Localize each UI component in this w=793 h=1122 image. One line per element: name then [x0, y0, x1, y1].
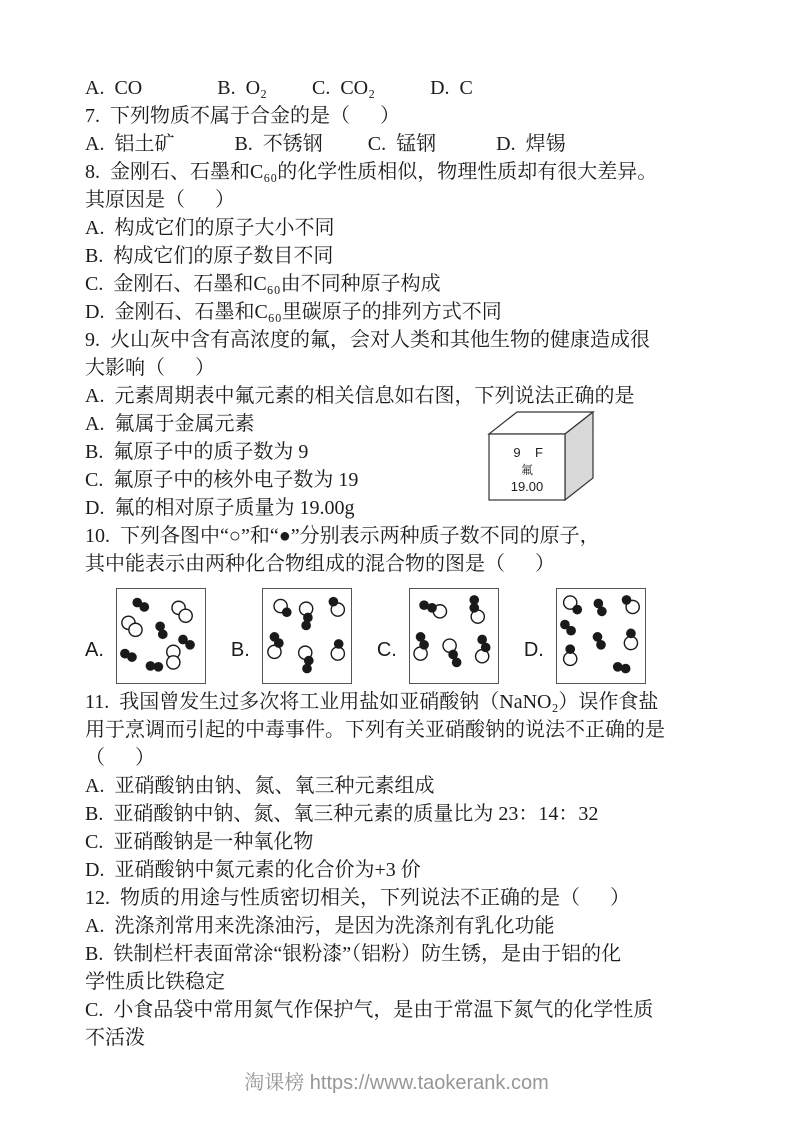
black-atom	[282, 607, 292, 617]
text-line-top-13: A. 氟属于金属元素	[85, 413, 255, 435]
option-label-a: A.	[85, 639, 104, 661]
text-line-top-5: 其原因是（ ）	[85, 189, 235, 211]
option-label-d: D.	[523, 639, 544, 661]
element-cube	[487, 410, 599, 502]
text-line-top-1: A. CO B. O₂ C. CO₂ D. C	[85, 77, 473, 99]
option-label-b: B.	[230, 639, 250, 661]
black-atom	[597, 607, 607, 617]
text-line-top-11: 大影响（ ）	[85, 357, 215, 379]
text-line-bottom-10: B. 铁制栏杆表面常涂“银粉漆”（铝粉）防生锈，是由于铝的化	[85, 943, 622, 965]
black-atom	[452, 658, 462, 668]
text-line-top-10: 9. 火山灰中含有高浓度的氟，会对人类和其他生物的健康造成很	[85, 329, 650, 351]
white-atom	[331, 647, 344, 660]
text-line-bottom-2: 用于烹调而引起的中毒事件。下列有关亚硝酸钠的说法不正确的是	[85, 719, 665, 741]
text-line-bottom-3: （ ）	[85, 747, 155, 769]
black-atom	[127, 652, 137, 662]
diagram-option-c	[377, 588, 524, 684]
black-atom	[302, 664, 312, 674]
text-line-top-15: C. 氟原子中的核外电子数为 19	[85, 469, 359, 491]
question-text-upper-block	[85, 74, 717, 578]
molecule-diagram-d	[556, 588, 646, 684]
black-atom	[328, 597, 338, 607]
molecule-diagram-c	[409, 588, 499, 684]
text-line-top-17: 10. 下列各图中“○”和“●”分别表示两种质子数不同的原子，	[85, 525, 600, 547]
white-atom	[167, 656, 180, 669]
black-atom	[185, 640, 195, 650]
element-mass: 19.00	[510, 479, 544, 494]
black-atom	[596, 640, 606, 650]
black-atom	[621, 595, 631, 605]
text-line-bottom-11: 学性质比铁稳定	[85, 971, 225, 993]
element-name: 氟	[520, 463, 534, 477]
text-line-bottom-13: 不活泼	[85, 1027, 145, 1049]
site-watermark: 淘课榜 https://www.taokerank.com	[244, 1072, 549, 1094]
black-atom	[334, 639, 344, 649]
black-atom	[139, 602, 149, 612]
text-line-top-8: C. 金刚石、石墨和C₆₀由不同种原子构成	[85, 273, 441, 295]
text-line-top-12: A. 元素周期表中氟元素的相关信息如右图，下列说法正确的是	[85, 385, 635, 407]
text-line-bottom-9: A. 洗涤剂常用来洗涤油污，是因为洗涤剂有乳化功能	[85, 915, 555, 937]
black-atom	[301, 621, 311, 631]
question-text-lower-block	[85, 688, 717, 1052]
text-line-top-2: 7. 下列物质不属于合金的是（ ）	[85, 105, 400, 127]
molecule-diagram-b	[262, 588, 352, 684]
text-line-top-6: A. 构成它们的原子大小不同	[85, 217, 335, 239]
black-atom	[274, 638, 284, 648]
white-atom	[129, 623, 142, 636]
white-atom	[563, 652, 576, 665]
black-atom	[565, 644, 575, 654]
white-atom	[179, 609, 192, 622]
text-line-bottom-4: A. 亚硝酸钠由钠、氮、氧三种元素组成	[85, 775, 435, 797]
text-line-bottom-5: B. 亚硝酸钠中钠、氮、氧三种元素的质量比为 23：14：32	[85, 803, 599, 825]
text-line-top-4: 8. 金刚石、石墨和C₆₀的化学性质相似，物理性质却有很大差异。	[85, 161, 658, 183]
black-atom	[153, 662, 163, 672]
text-line-top-7: B. 构成它们的原子数目不同	[85, 245, 334, 267]
text-line-top-16: D. 氟的相对原子质量为 19.00g	[85, 497, 355, 519]
black-atom	[481, 643, 491, 653]
black-atom	[158, 629, 168, 639]
diagram-option-a	[85, 588, 231, 684]
text-line-top-3: A. 铝土矿 B. 不锈钢 C. 锰钢 D. 焊锡	[85, 133, 566, 155]
element-cube-figure	[487, 410, 599, 502]
text-line-top-18: 其中能表示由两种化合物组成的混合物的图是（ ）	[85, 553, 555, 575]
diagram-option-b	[231, 588, 377, 684]
text-line-top-9: D. 金刚石、石墨和C₆₀里碳原子的排列方式不同	[85, 301, 502, 323]
diagram-option-d	[524, 588, 646, 684]
element-symbol: F	[535, 445, 543, 460]
text-line-top-14: B. 氟原子中的质子数为 9	[85, 441, 309, 463]
element-atomic-number: 9	[513, 445, 521, 460]
black-atom	[419, 640, 429, 650]
black-atom	[566, 626, 576, 636]
text-line-bottom-12: C. 小食品袋中常用氮气作保护气，是由于常温下氮气的化学性质	[85, 999, 654, 1021]
black-atom	[427, 603, 437, 613]
black-atom	[572, 605, 582, 615]
white-atom	[624, 636, 637, 649]
text-line-bottom-6: C. 亚硝酸钠是一种氧化物	[85, 831, 314, 853]
molecule-diagram-row	[85, 580, 717, 684]
text-line-bottom-1: 11. 我国曾发生过多次将工业用盐如亚硝酸钠（NaNO₂）误作食盐	[85, 691, 659, 713]
text-line-bottom-7: D. 亚硝酸钠中氮元素的化合价为+3 价	[85, 859, 421, 881]
text-line-bottom-8: 12. 物质的用途与性质密切相关，下列说法不正确的是（ ）	[85, 887, 630, 909]
black-atom	[469, 603, 479, 613]
black-atom	[626, 629, 636, 639]
black-atom	[621, 664, 631, 674]
molecule-diagram-a	[116, 588, 206, 684]
option-label-c: C.	[376, 639, 397, 661]
